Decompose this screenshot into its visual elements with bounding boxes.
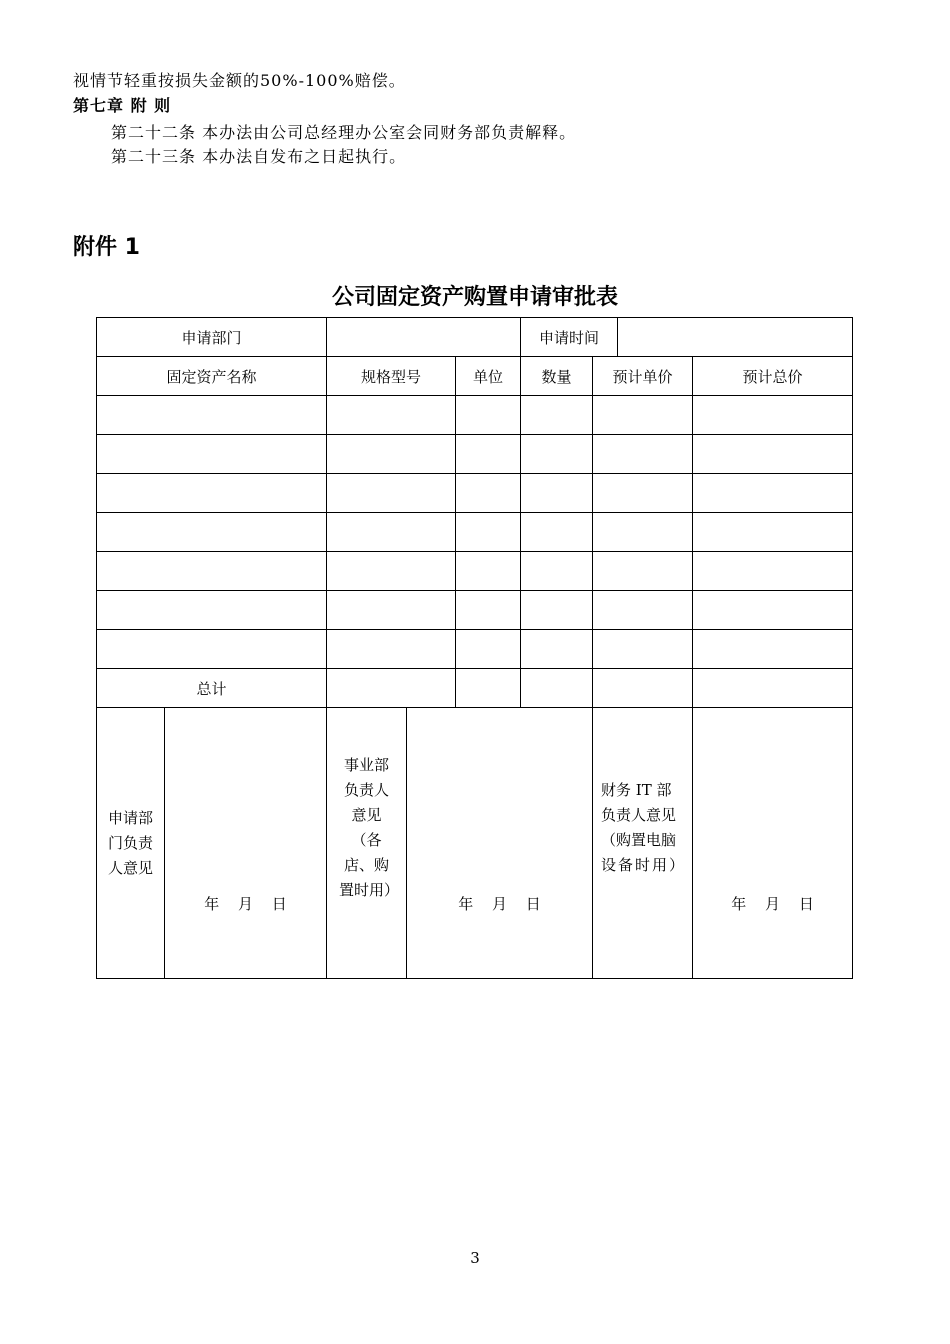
col-header-unit-price: 预计单价 (593, 357, 693, 396)
finance-it-label: 财务 IT 部负责人意见（购置电脑设备时用） (601, 781, 685, 874)
unit-price-cell[interactable] (593, 552, 693, 591)
total-price-cell[interactable] (693, 396, 853, 435)
signature-row (97, 708, 853, 979)
asset-name-cell[interactable] (97, 552, 327, 591)
table-row (97, 396, 853, 435)
chapter-heading: 第七章 附 则 (73, 96, 172, 115)
quantity-cell[interactable] (521, 630, 593, 669)
total-price-cell[interactable] (693, 591, 853, 630)
total-price-cell[interactable] (693, 630, 853, 669)
applicant-dept-date: 年 月 日 (204, 894, 287, 913)
col-header-total-price: 预计总价 (693, 357, 853, 396)
asset-name-cell[interactable] (97, 474, 327, 513)
quantity-cell[interactable] (521, 474, 593, 513)
asset-name-cell[interactable] (97, 396, 327, 435)
unit-price-cell[interactable] (593, 474, 693, 513)
finance-it-date: 年 月 日 (731, 894, 814, 913)
applicant-dept-label-cell (97, 708, 165, 979)
total-price-cell[interactable] (693, 435, 853, 474)
dept-label: 申请部门 (97, 318, 327, 357)
page-number: 3 (470, 1249, 480, 1267)
col-header-asset-name: 固定资产名称 (97, 357, 327, 396)
table-row (97, 513, 853, 552)
unit-cell[interactable] (456, 513, 521, 552)
unit-price-cell[interactable] (593, 630, 693, 669)
total-quantity-cell[interactable] (521, 669, 593, 708)
quantity-cell[interactable] (521, 591, 593, 630)
spec-cell[interactable] (327, 396, 456, 435)
spec-cell[interactable] (327, 591, 456, 630)
table-row (97, 552, 853, 591)
total-price-cell[interactable] (693, 474, 853, 513)
unit-price-cell[interactable] (593, 396, 693, 435)
total-price-cell[interactable] (693, 669, 853, 708)
purchase-approval-form (96, 317, 853, 979)
unit-cell[interactable] (456, 396, 521, 435)
form-title: 公司固定资产购置申请审批表 (331, 285, 618, 310)
total-spec-cell[interactable] (327, 669, 456, 708)
col-header-quantity: 数量 (521, 357, 593, 396)
total-unit-price-cell[interactable] (593, 669, 693, 708)
applicant-dept-sign-cell[interactable] (165, 708, 327, 979)
time-value-cell[interactable] (618, 318, 853, 357)
column-header-row (97, 357, 853, 396)
attachment-heading: 附件 1 (73, 235, 140, 260)
col-header-spec: 规格型号 (327, 357, 456, 396)
unit-cell[interactable] (456, 474, 521, 513)
table-row (97, 630, 853, 669)
quantity-cell[interactable] (521, 552, 593, 591)
form-header-row (97, 318, 853, 357)
business-dept-date: 年 月 日 (458, 894, 541, 913)
unit-price-cell[interactable] (593, 435, 693, 474)
table-row (97, 474, 853, 513)
time-label: 申请时间 (521, 318, 618, 357)
asset-name-cell[interactable] (97, 630, 327, 669)
unit-cell[interactable] (456, 630, 521, 669)
unit-cell[interactable] (456, 552, 521, 591)
spec-cell[interactable] (327, 630, 456, 669)
dept-value-cell[interactable] (327, 318, 521, 357)
col-header-unit: 单位 (456, 357, 521, 396)
total-unit-cell[interactable] (456, 669, 521, 708)
spec-cell[interactable] (327, 513, 456, 552)
table-row (97, 591, 853, 630)
article-23: 第二十三条 本办法自发布之日起执行。 (111, 147, 407, 166)
total-price-cell[interactable] (693, 552, 853, 591)
business-dept-label: 事业部负责人意见（各店、购置时用） (339, 756, 400, 899)
business-dept-label-cell (327, 708, 407, 979)
unit-price-cell[interactable] (593, 513, 693, 552)
finance-it-label-cell (593, 708, 693, 979)
unit-cell[interactable] (456, 435, 521, 474)
total-price-cell[interactable] (693, 513, 853, 552)
quantity-cell[interactable] (521, 513, 593, 552)
spec-cell[interactable] (327, 474, 456, 513)
quantity-cell[interactable] (521, 435, 593, 474)
finance-it-sign-cell[interactable] (693, 708, 853, 979)
applicant-dept-label: 申请部门负责人意见 (107, 808, 153, 877)
spec-cell[interactable] (327, 552, 456, 591)
unit-price-cell[interactable] (593, 591, 693, 630)
business-dept-sign-cell[interactable] (407, 708, 593, 979)
body-text-line1: 视情节轻重按损失金额的50%-100%赔偿。 (73, 71, 406, 90)
unit-cell[interactable] (456, 591, 521, 630)
article-22: 第二十二条 本办法由公司总经理办公室会同财务部负责解释。 (111, 123, 577, 142)
total-row (97, 669, 853, 708)
spec-cell[interactable] (327, 435, 456, 474)
total-label: 总计 (97, 669, 327, 708)
asset-name-cell[interactable] (97, 591, 327, 630)
item-rows (97, 396, 853, 669)
asset-name-cell[interactable] (97, 435, 327, 474)
asset-name-cell[interactable] (97, 513, 327, 552)
table-row (97, 435, 853, 474)
quantity-cell[interactable] (521, 396, 593, 435)
